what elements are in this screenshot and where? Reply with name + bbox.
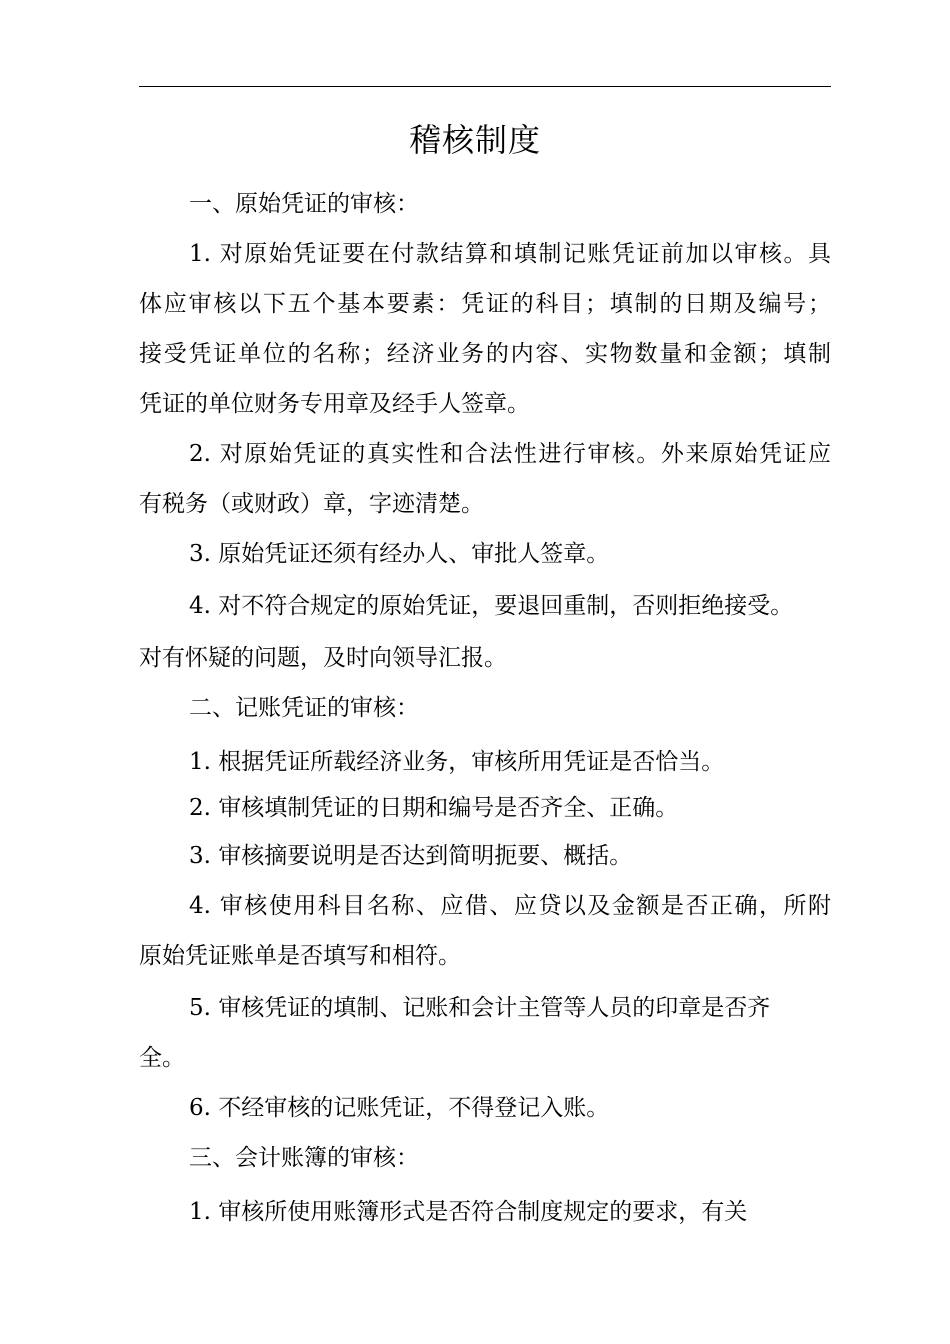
paragraph-line: 接受凭证单位的名称；经济业务的内容、实物数量和金额；填制 xyxy=(139,341,831,367)
paragraph-line: 有税务（或财政）章，字迹清楚。 xyxy=(139,491,484,517)
paragraph-line: 5. 审核凭证的填制、记账和会计主管等人员的印章是否齐 xyxy=(189,995,771,1021)
paragraph-line: 3. 原始凭证还须有经办人、审批人签章。 xyxy=(189,541,610,567)
section-heading-account-books: 三、会计账簿的审核： xyxy=(189,1145,419,1171)
paragraph-line: 对有怀疑的问题，及时向领导汇报。 xyxy=(139,645,507,671)
section-heading-original-vouchers: 一、原始凭证的审核： xyxy=(189,191,419,217)
paragraph-line: 2. 审核填制凭证的日期和编号是否齐全、正确。 xyxy=(189,795,679,821)
paragraph-line: 1. 根据凭证所载经济业务，审核所用凭证是否恰当。 xyxy=(189,749,725,775)
page-title: 稽核制度 xyxy=(408,121,541,159)
paragraph-line: 4. 对不符合规定的原始凭证，要退回重制，否则拒绝接受。 xyxy=(189,593,794,619)
section-heading-accounting-vouchers: 二、记账凭证的审核： xyxy=(189,695,419,721)
paragraph-line: 体应审核以下五个基本要素：凭证的科目；填制的日期及编号； xyxy=(139,291,831,317)
paragraph-line: 2. 对原始凭证的真实性和合法性进行审核。外来原始凭证应 xyxy=(189,441,831,467)
paragraph-line: 6. 不经审核的记账凭证，不得登记入账。 xyxy=(189,1095,610,1121)
header-rule xyxy=(139,86,831,87)
paragraph-line: 原始凭证账单是否填写和相符。 xyxy=(139,943,461,969)
paragraph-line: 1. 对原始凭证要在付款结算和填制记账凭证前加以审核。具 xyxy=(189,241,831,267)
paragraph-line: 凭证的单位财务专用章及经手人签章。 xyxy=(139,391,530,417)
paragraph-line: 全。 xyxy=(139,1045,185,1071)
paragraph-line: 1. 审核所使用账簿形式是否符合制度规定的要求，有关 xyxy=(189,1199,748,1225)
paragraph-line: 3. 审核摘要说明是否达到简明扼要、概括。 xyxy=(189,843,633,869)
paragraph-line: 4. 审核使用科目名称、应借、应贷以及金额是否正确，所附 xyxy=(189,893,831,919)
